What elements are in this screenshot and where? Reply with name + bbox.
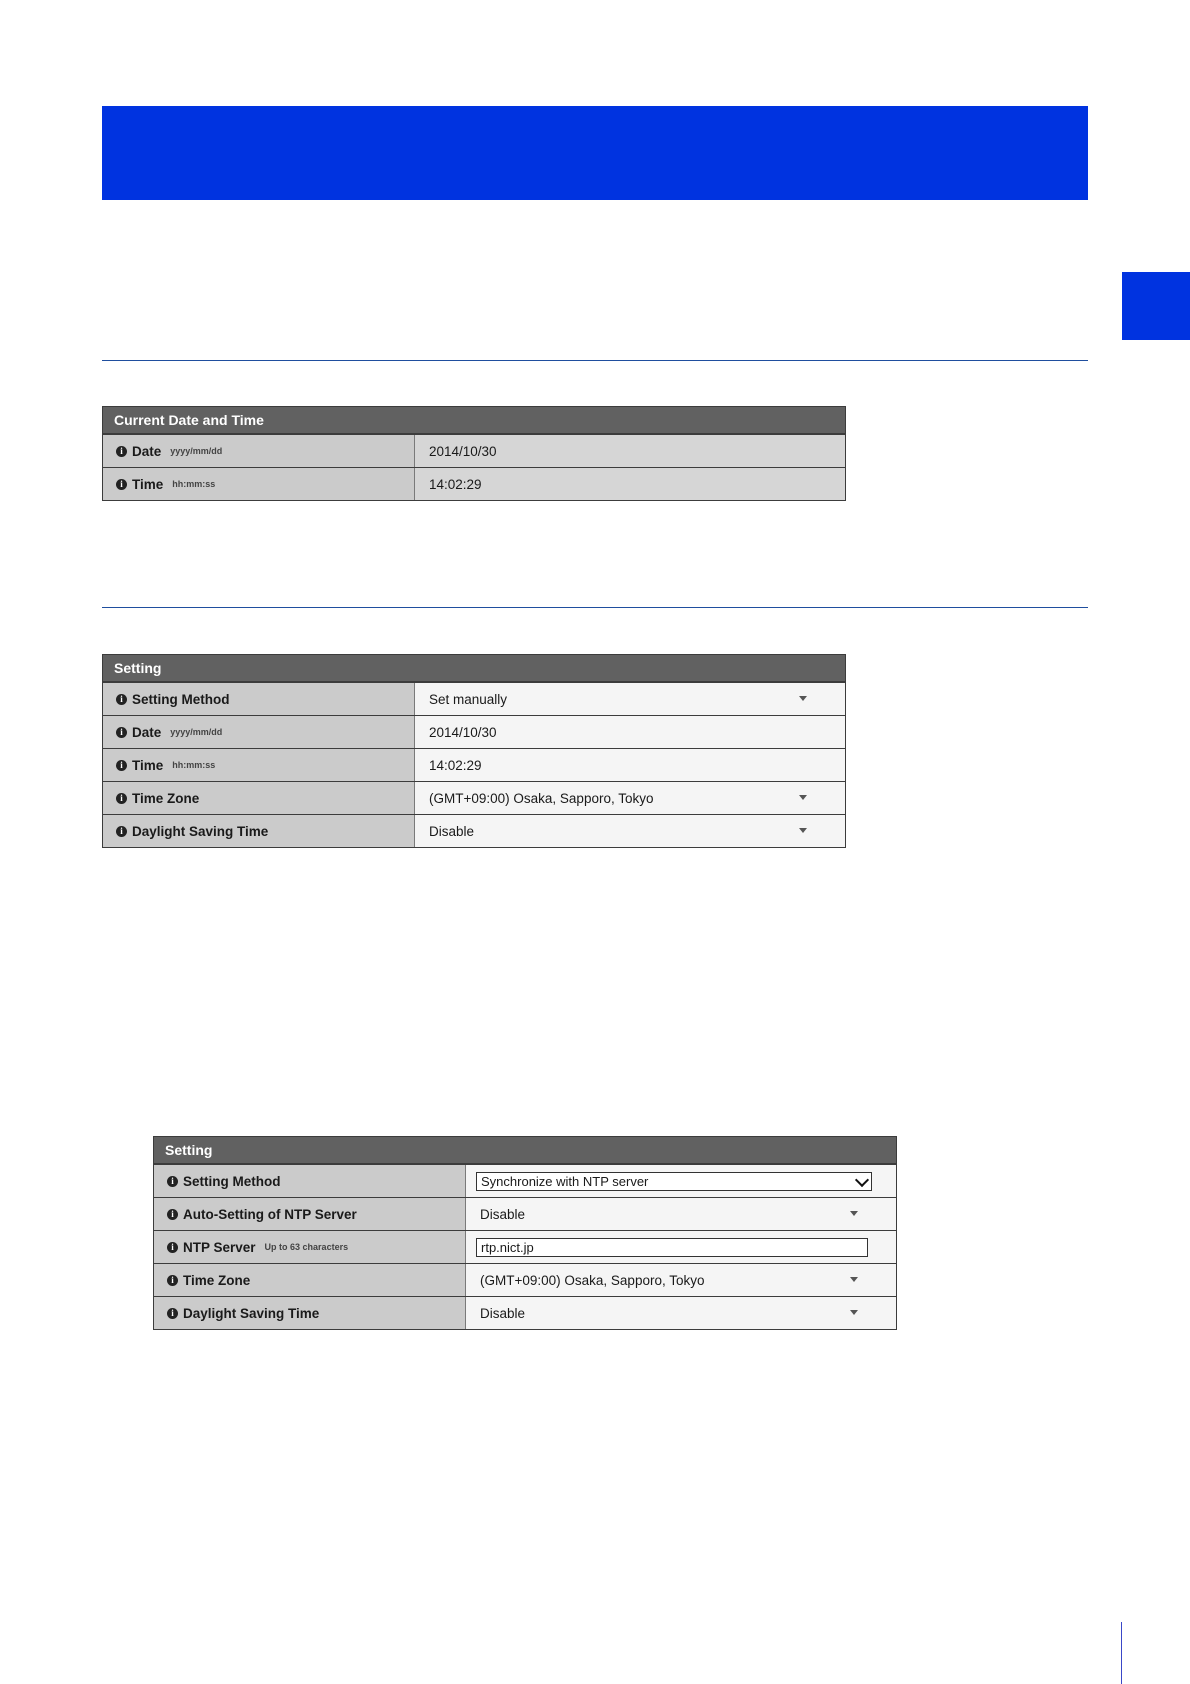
ntp-setting-panel xyxy=(153,1136,897,1330)
info-icon[interactable]: i xyxy=(116,479,127,490)
setting-method-select[interactable] xyxy=(476,1172,872,1191)
field-label: Daylight Saving Time xyxy=(183,1305,320,1321)
select-value: Disable xyxy=(429,823,475,839)
dropdown-arrow-icon xyxy=(799,795,807,800)
auto-ntp-row xyxy=(154,1197,896,1230)
dropdown-arrow-icon xyxy=(799,696,807,701)
select-value: (GMT+09:00) Osaka, Sapporo, Tokyo xyxy=(480,1272,705,1288)
field-label: Time Zone xyxy=(183,1272,251,1288)
field-label: Time xyxy=(132,757,164,773)
daylight-saving-select[interactable] xyxy=(466,1297,896,1329)
setting-method-row xyxy=(103,682,845,715)
select-value: Disable xyxy=(480,1305,526,1321)
info-icon[interactable]: i xyxy=(167,1242,178,1253)
info-icon[interactable]: i xyxy=(116,446,127,457)
select-value: Synchronize with NTP server xyxy=(481,1173,649,1189)
dropdown-arrow-icon xyxy=(850,1211,858,1216)
select-value: (GMT+09:00) Osaka, Sapporo, Tokyo xyxy=(429,790,654,806)
field-label: Date xyxy=(132,724,162,740)
field-label: Daylight Saving Time xyxy=(132,823,269,839)
time-zone-select[interactable] xyxy=(415,782,845,814)
chevron-down-icon xyxy=(855,1172,869,1186)
field-label: Date xyxy=(132,443,162,459)
date-row xyxy=(103,434,845,467)
date-row xyxy=(103,715,845,748)
ntp-server-row xyxy=(154,1230,896,1263)
field-hint: yyyy/mm/dd xyxy=(170,446,223,456)
info-icon[interactable]: i xyxy=(167,1209,178,1220)
daylight-saving-select[interactable] xyxy=(415,815,845,847)
page-margin-line xyxy=(1121,1622,1122,1684)
date-value: 2014/10/30 xyxy=(415,435,845,467)
info-icon[interactable]: i xyxy=(167,1176,178,1187)
info-icon[interactable]: i xyxy=(116,760,127,771)
dropdown-arrow-icon xyxy=(850,1310,858,1315)
time-row xyxy=(103,467,845,500)
info-icon[interactable]: i xyxy=(167,1308,178,1319)
section-divider xyxy=(102,607,1088,608)
time-value: 14:02:29 xyxy=(415,468,845,500)
time-zone-select[interactable] xyxy=(466,1264,896,1296)
time-zone-row xyxy=(154,1263,896,1296)
auto-ntp-select[interactable] xyxy=(466,1198,896,1230)
field-hint: Up to 63 characters xyxy=(264,1242,349,1252)
header-banner xyxy=(102,106,1088,200)
daylight-saving-row xyxy=(154,1296,896,1329)
ntp-server-input[interactable]: rtp.nict.jp xyxy=(476,1238,868,1257)
manual-setting-panel xyxy=(102,654,846,848)
field-label: NTP Server xyxy=(183,1239,256,1255)
setting-method-row xyxy=(154,1164,896,1197)
info-icon[interactable]: i xyxy=(116,793,127,804)
time-row xyxy=(103,748,845,781)
field-label: Time Zone xyxy=(132,790,200,806)
chapter-side-tab xyxy=(1122,272,1190,340)
panel-title: Current Date and Time xyxy=(103,407,845,434)
time-zone-row xyxy=(103,781,845,814)
field-hint: yyyy/mm/dd xyxy=(170,727,223,737)
dropdown-arrow-icon xyxy=(850,1277,858,1282)
info-icon[interactable]: i xyxy=(116,826,127,837)
info-icon[interactable]: i xyxy=(167,1275,178,1286)
info-icon[interactable]: i xyxy=(116,727,127,738)
panel-title: Setting xyxy=(154,1137,896,1164)
field-hint: hh:mm:ss xyxy=(172,760,216,770)
field-label: Setting Method xyxy=(132,691,230,707)
dropdown-arrow-icon xyxy=(799,828,807,833)
section-divider xyxy=(102,360,1088,361)
current-date-time-panel xyxy=(102,406,846,501)
field-label: Setting Method xyxy=(183,1173,281,1189)
select-value: Set manually xyxy=(429,691,508,707)
select-value: Disable xyxy=(480,1206,526,1222)
time-input[interactable]: 14:02:29 xyxy=(415,749,845,781)
setting-method-select[interactable] xyxy=(415,683,845,715)
field-label: Time xyxy=(132,476,164,492)
field-hint: hh:mm:ss xyxy=(172,479,216,489)
info-icon[interactable]: i xyxy=(116,694,127,705)
daylight-saving-row xyxy=(103,814,845,847)
panel-title: Setting xyxy=(103,655,845,682)
date-input[interactable]: 2014/10/30 xyxy=(415,716,845,748)
field-label: Auto-Setting of NTP Server xyxy=(183,1206,357,1222)
